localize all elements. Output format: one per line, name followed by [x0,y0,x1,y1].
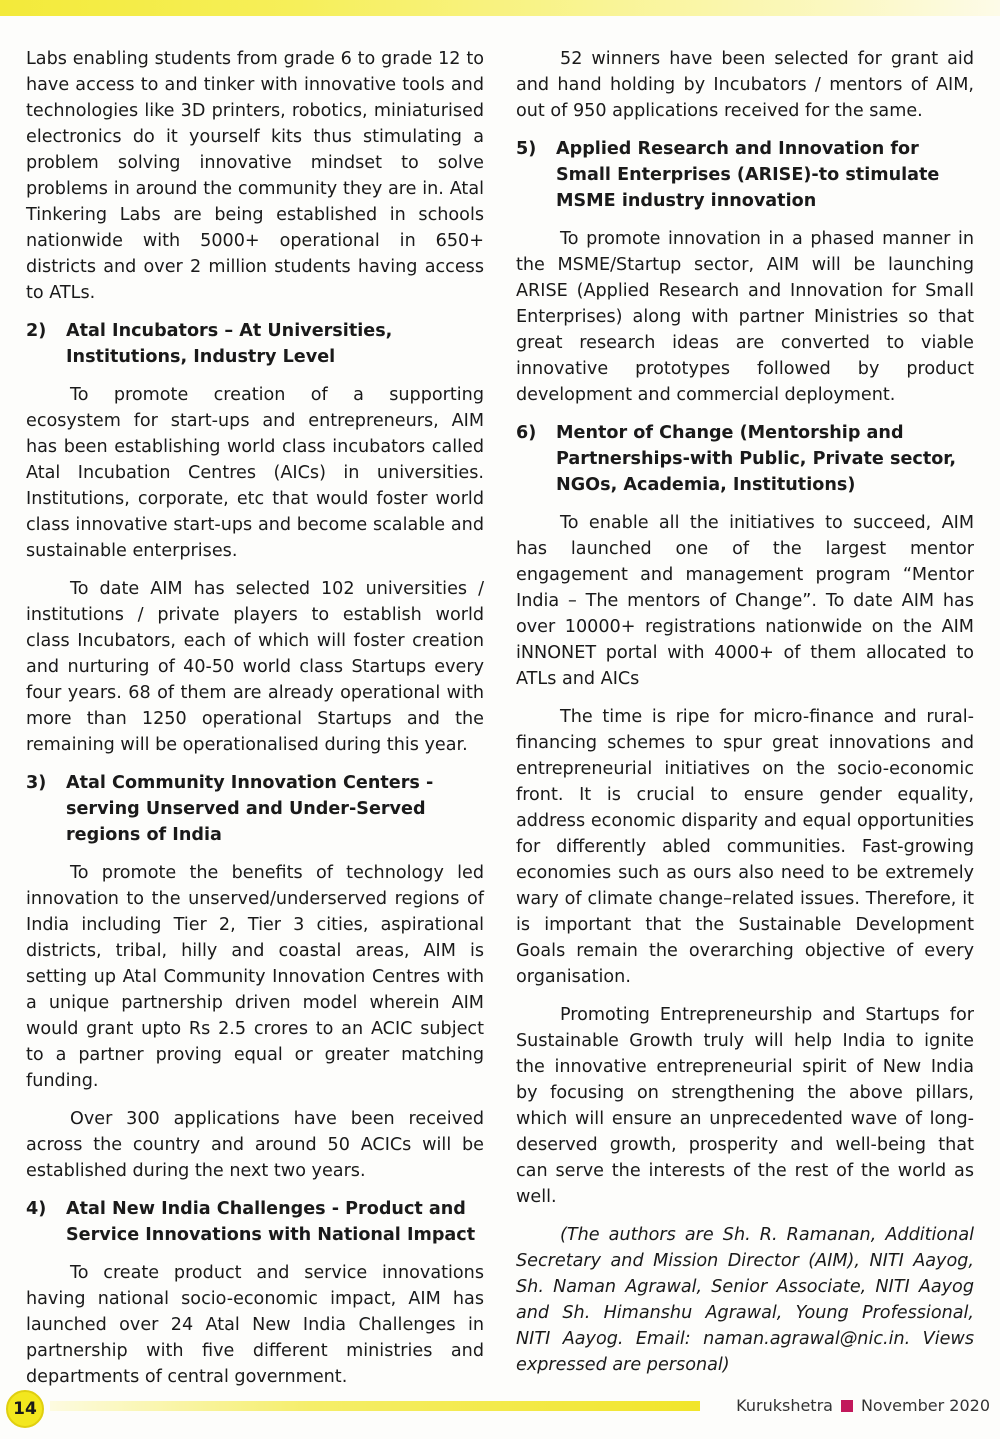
footer-decorative-bar [50,1401,700,1411]
section-title: Applied Research and Innovation for Small Enterprises (ARISE)-to stimulate MSME industry innovation [556,139,940,211]
magazine-name: Kurukshetra [736,1396,833,1415]
section-title: Mentor of Change (Mentorship and Partnerships-with Public, Private sector, NGOs, Academia, Institutions) [556,423,957,495]
section-heading-2 [26,318,484,370]
section-heading-5 [516,136,974,214]
page-number: 14 [13,1399,37,1419]
top-decorative-bar [0,0,1000,16]
section-title: Atal New India Challenges - Product and Service Innovations with National Impact [66,1199,476,1245]
paragraph: The time is ripe for micro-finance and rural-financing schemes to spur great innovations and entrepreneurial initiatives on the socio-economic front. It is crucial to ensure gender equality, address economic disparity and equal opportunities for differently abled communities. Fast-growing economies such as ours also need to be extremely wary of climate change–related issues. Therefore, it is important that the Sustainable Development Goals remain the overarching objective of every organisation. [516,707,974,987]
section-title: Atal Incubators – At Universities, Institutions, Industry Level [66,321,393,367]
separator-square-icon [841,1400,853,1412]
page-number-badge [6,1390,44,1428]
section-number: 6) [516,423,537,443]
section-number: 5) [516,139,537,159]
issue-date: November 2020 [860,1396,990,1415]
paragraph: To promote the benefits of technology led innovation to the unserved/underserved regions of India including Tier 2, Tier 3 cities, aspirational districts, tribal, hilly and coastal areas, AIM is setting up Atal Community Innovation Centres with a unique partnership driven model wherein AIM would grant upto Rs 2.5 crores to an ACIC subject to a partner proving equal or greater matching funding. [26,863,484,1091]
paragraph: To promote creation of a supporting ecosystem for start-ups and entrepreneurs, AIM has been establishing world class incubators called Atal Incubation Centres (AICs) in universities. Institutions, corporate, etc that would foster world class innovative start-ups and become scalable and sustainable enterprises. [26,385,484,561]
paragraph: To promote innovation in a phased manner in the MSME/Startup sector, AIM will be launching ARISE (Applied Research and Innovation for Small Enterprises) along with partner Ministries so that great research ideas are converted to viable innovative prototypes followed by product development and commercial deployment. [516,229,974,405]
paragraph: Labs enabling students from grade 6 to grade 12 to have access to and tinker with innovative tools and technologies like 3D printers, robotics, miniaturised electronics do it yourself kits thus stimulating a problem solving innovative mindset to solve problems in around the community they are in. Atal Tinkering Labs are being established in schools nationwide with 5000+ operational in 650+ districts and over 2 million students having access to ATLs. [26,49,484,303]
section-heading-4 [26,1196,484,1248]
left-column [26,46,484,1402]
paragraph: Promoting Entrepreneurship and Startups for Sustainable Growth truly will help India to ignite the innovative entrepreneurial spirit of New India by focusing on strengthening the above pillars, which will ensure an unprecedented wave of long-deserved growth, prosperity and well-being that can serve the interests of the rest of the world as well. [516,1005,974,1207]
section-title: Atal Community Innovation Centers - serving Unserved and Under-Served regions of India [66,773,434,845]
paragraph: Over 300 applications have been received across the country and around 50 ACICs will be established during the next two years. [26,1109,484,1181]
paragraph: To create product and service innovations having national socio-economic impact, AIM has launched over 24 Atal New India Challenges in partnership with five different ministries and departments of central government. [26,1263,484,1387]
section-heading-3 [26,770,484,848]
right-column [516,46,974,1390]
footer-publication-info [736,1396,990,1415]
section-number: 2) [26,321,47,341]
section-heading-6 [516,420,974,498]
author-note: (The authors are Sh. R. Ramanan, Additional Secretary and Mission Director (AIM), NITI Aayog, Sh. Naman Agrawal, Senior Associate, NITI Aayog and Sh. Himanshu Agrawal, Young Professional, NITI Aayog. Email: naman.agrawal@nic.in. Views expressed are personal) [516,1225,974,1375]
section-number: 4) [26,1199,47,1219]
paragraph: To enable all the initiatives to succeed, AIM has launched one of the largest mentor engagement and management program “Mentor India – The mentors of Change”. To date AIM has over 10000+ registrations nationwide on the AIM iNNONET portal with 4000+ of them allocated to ATLs and AICs [516,513,974,689]
paragraph: To date AIM has selected 102 universities / institutions / private players to establish world class Incubators, each of which will foster creation and nurturing of 40-50 world class Startups every four years. 68 of them are already operational with more than 1250 operational Startups and the remaining will be operationalised during this year. [26,579,484,755]
page-footer [0,1390,1000,1426]
section-number: 3) [26,773,47,793]
paragraph: 52 winners have been selected for grant aid and hand holding by Incubators / mentors of AIM, out of 950 applications received for the same. [516,49,974,121]
